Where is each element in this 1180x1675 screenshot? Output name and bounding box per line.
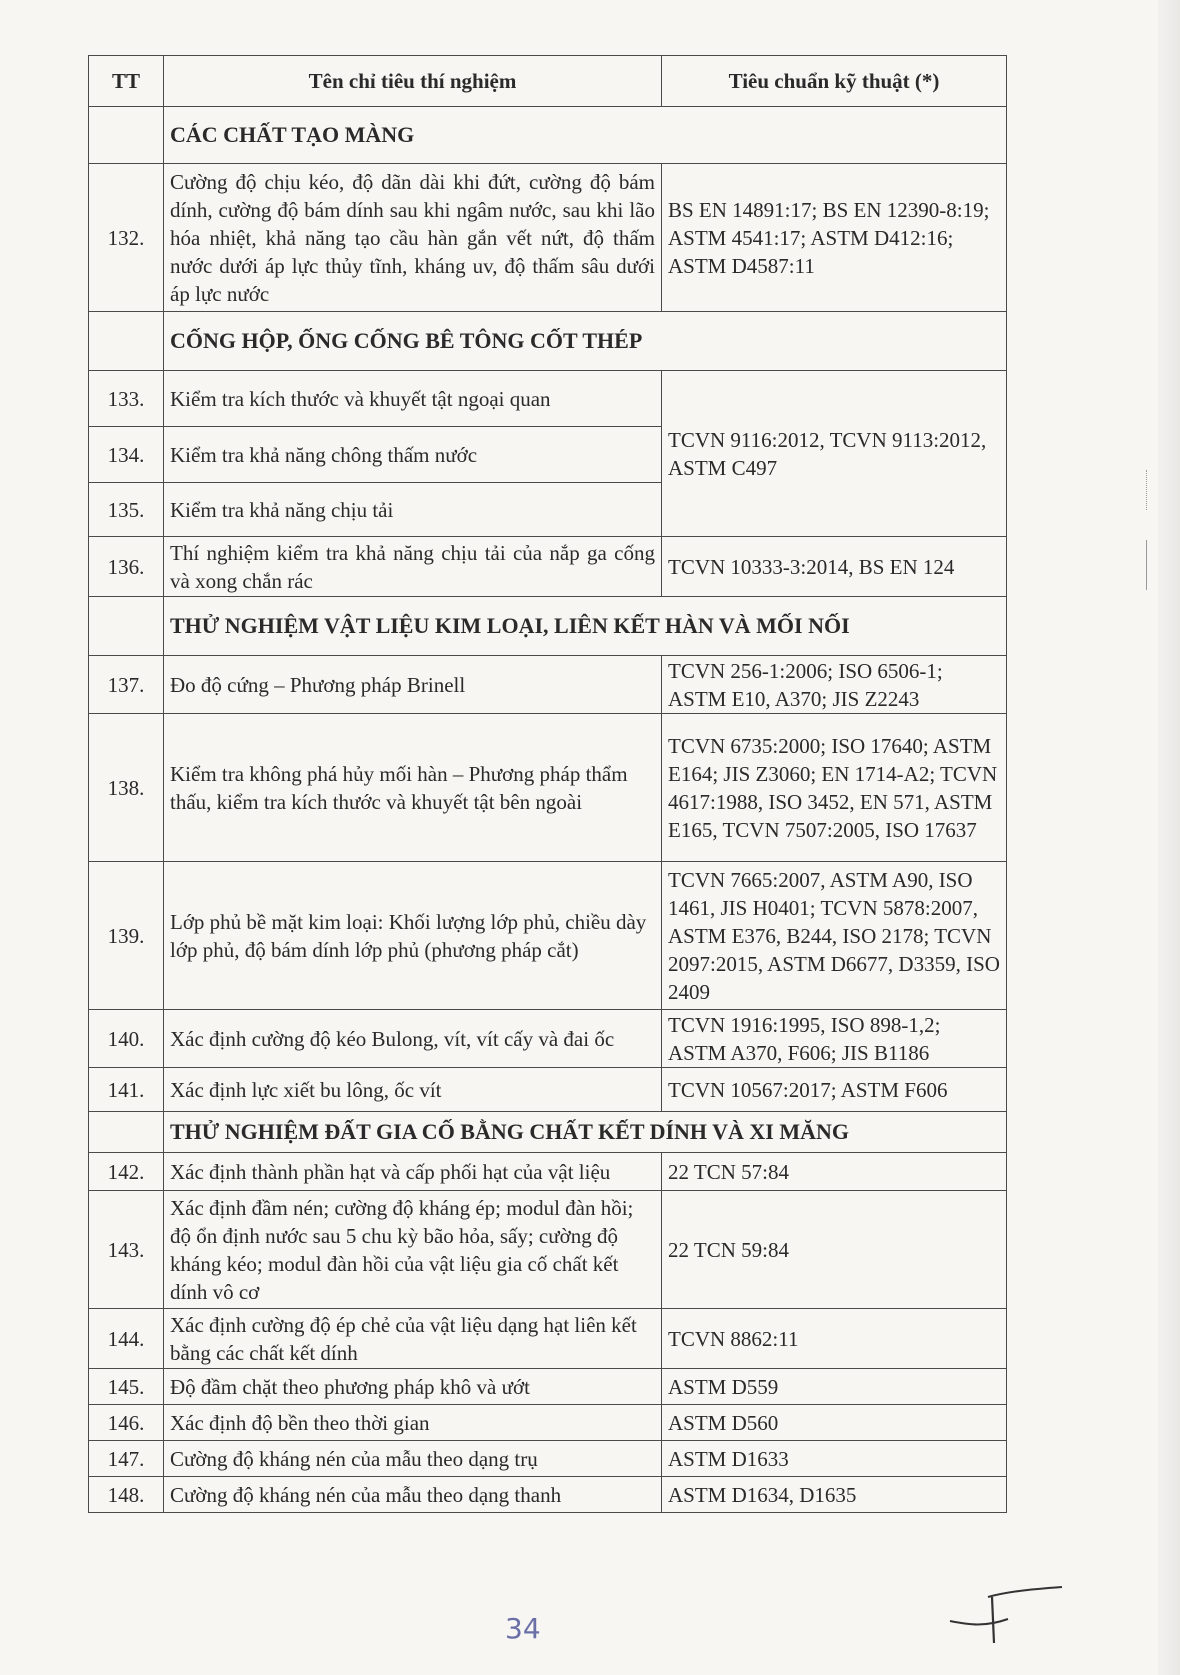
row-tt: 139.: [89, 862, 164, 1010]
signature-mark-icon: [930, 1585, 1070, 1655]
table-row: [89, 1369, 1007, 1405]
row-standard: 22 TCN 59:84: [662, 1191, 1007, 1309]
row-tt: 133.: [89, 371, 164, 427]
table-row: [89, 1309, 1007, 1369]
header-tt: TT: [89, 56, 164, 107]
margin-pencil-marks: [1140, 470, 1154, 590]
row-name: Cường độ kháng nén của mẫu theo dạng trụ: [164, 1441, 662, 1477]
row-standard: TCVN 10567:2017; ASTM F606: [662, 1068, 1007, 1112]
table-row: [89, 164, 1007, 312]
row-standard: ASTM D560: [662, 1405, 1007, 1441]
row-name: Xác định đầm nén; cường độ kháng ép; modul đàn hồi; độ ổn định nước sau 5 chu kỳ bão hỏa, sấy; cường độ kháng kéo; modul đàn hồi của vật liệu gia cố chất kết dính vô cơ: [164, 1191, 662, 1309]
row-tt: 140.: [89, 1010, 164, 1068]
row-name: Xác định lực xiết bu lông, ốc vít: [164, 1068, 662, 1112]
row-standard: TCVN 8862:11: [662, 1309, 1007, 1369]
row-standard: BS EN 14891:17; BS EN 12390-8:19; ASTM 4541:17; ASTM D412:16; ASTM D4587:11: [662, 164, 1007, 312]
row-name: Xác định độ bền theo thời gian: [164, 1405, 662, 1441]
table-row: [89, 714, 1007, 862]
row-tt: 148.: [89, 1477, 164, 1513]
row-tt: 142.: [89, 1153, 164, 1191]
row-name: Cường độ chịu kéo, độ dãn dài khi đứt, cường độ bám dính, cường độ bám dính sau khi ngâm nước, sau khi lão hóa nhiệt, khả năng tạo cầu hàn gắn vết nứt, độ thấm nước dưới áp lực thủy tĩnh, kháng uv, độ thấm sâu dưới áp lực nước: [164, 164, 662, 312]
test-standards-table: [88, 55, 1007, 1513]
section-title: THỬ NGHIỆM VẬT LIỆU KIM LOẠI, LIÊN KẾT HÀN VÀ MỐI NỐI: [164, 597, 1007, 656]
page-number: 34: [505, 1612, 541, 1645]
section-row: [89, 1112, 1007, 1153]
row-tt: 144.: [89, 1309, 164, 1369]
section-row: [89, 107, 1007, 164]
table-row: [89, 371, 1007, 427]
row-standard-merged: TCVN 9116:2012, TCVN 9113:2012, ASTM C497: [662, 371, 1007, 537]
row-standard: TCVN 10333-3:2014, BS EN 124: [662, 537, 1007, 597]
row-tt: 136.: [89, 537, 164, 597]
row-tt: 146.: [89, 1405, 164, 1441]
row-tt: 145.: [89, 1369, 164, 1405]
row-tt: 143.: [89, 1191, 164, 1309]
row-name: Thí nghiệm kiểm tra khả năng chịu tải của nắp ga cống và xong chắn rác: [164, 537, 662, 597]
row-standard: ASTM D559: [662, 1369, 1007, 1405]
row-tt: 134.: [89, 427, 164, 483]
table-row: [89, 1405, 1007, 1441]
row-name: Xác định cường độ kéo Bulong, vít, vít cấy và đai ốc: [164, 1010, 662, 1068]
row-tt: 135.: [89, 483, 164, 537]
row-name: Kiểm tra không phá hủy mối hàn – Phương pháp thẩm thấu, kiểm tra kích thước và khuyết tật bên ngoài: [164, 714, 662, 862]
row-tt: 137.: [89, 656, 164, 714]
row-name: Đo độ cứng – Phương pháp Brinell: [164, 656, 662, 714]
table-row: [89, 1068, 1007, 1112]
row-tt: 138.: [89, 714, 164, 862]
row-standard: ASTM D1634, D1635: [662, 1477, 1007, 1513]
row-name: Kiểm tra khả năng chông thấm nước: [164, 427, 662, 483]
row-tt: 141.: [89, 1068, 164, 1112]
row-standard: TCVN 6735:2000; ISO 17640; ASTM E164; JIS Z3060; EN 1714-A2; TCVN 4617:1988, ISO 3452, EN 571, ASTM E165, TCVN 7507:2005, ISO 17637: [662, 714, 1007, 862]
row-tt: 147.: [89, 1441, 164, 1477]
row-name: Xác định cường độ ép chẻ của vật liệu dạng hạt liên kết bằng các chất kết dính: [164, 1309, 662, 1369]
row-tt: 132.: [89, 164, 164, 312]
section-title: THỬ NGHIỆM ĐẤT GIA CỐ BẰNG CHẤT KẾT DÍNH VÀ XI MĂNG: [164, 1112, 1007, 1153]
section-title: CỐNG HỘP, ỐNG CỐNG BÊ TÔNG CỐT THÉP: [164, 312, 1007, 371]
table-row: [89, 1191, 1007, 1309]
row-standard: ASTM D1633: [662, 1441, 1007, 1477]
header-standard: Tiêu chuẩn kỹ thuật (*): [662, 56, 1007, 107]
table-row: [89, 1010, 1007, 1068]
table-row: [89, 537, 1007, 597]
row-name: Kiểm tra kích thước và khuyết tật ngoại quan: [164, 371, 662, 427]
row-standard: TCVN 1916:1995, ISO 898-1,2; ASTM A370, F606; JIS B1186: [662, 1010, 1007, 1068]
row-standard: 22 TCN 57:84: [662, 1153, 1007, 1191]
header-name: Tên chỉ tiêu thí nghiệm: [164, 56, 662, 107]
row-standard: TCVN 7665:2007, ASTM A90, ISO 1461, JIS H0401; TCVN 5878:2007, ASTM E376, B244, ISO 2178; TCVN 2097:2015, ASTM D6677, D3359, ISO 2409: [662, 862, 1007, 1010]
row-name: Xác định thành phần hạt và cấp phối hạt của vật liệu: [164, 1153, 662, 1191]
table-row: [89, 1153, 1007, 1191]
table-row: [89, 1477, 1007, 1513]
row-name: Kiểm tra khả năng chịu tải: [164, 483, 662, 537]
row-name: Lớp phủ bề mặt kim loại: Khối lượng lớp phủ, chiều dày lớp phủ, độ bám dính lớp phủ (phương pháp cắt): [164, 862, 662, 1010]
table-row: [89, 656, 1007, 714]
table-row: [89, 1441, 1007, 1477]
row-name: Độ đầm chặt theo phương pháp khô và ướt: [164, 1369, 662, 1405]
section-row: [89, 312, 1007, 371]
section-title: CÁC CHẤT TẠO MÀNG: [164, 107, 1007, 164]
table-row: [89, 862, 1007, 1010]
row-name: Cường độ kháng nén của mẫu theo dạng thanh: [164, 1477, 662, 1513]
scan-edge-shade: [1158, 0, 1180, 1675]
row-standard: TCVN 256-1:2006; ISO 6506-1; ASTM E10, A370; JIS Z2243: [662, 656, 1007, 714]
table-header-row: [89, 56, 1007, 107]
section-row: [89, 597, 1007, 656]
